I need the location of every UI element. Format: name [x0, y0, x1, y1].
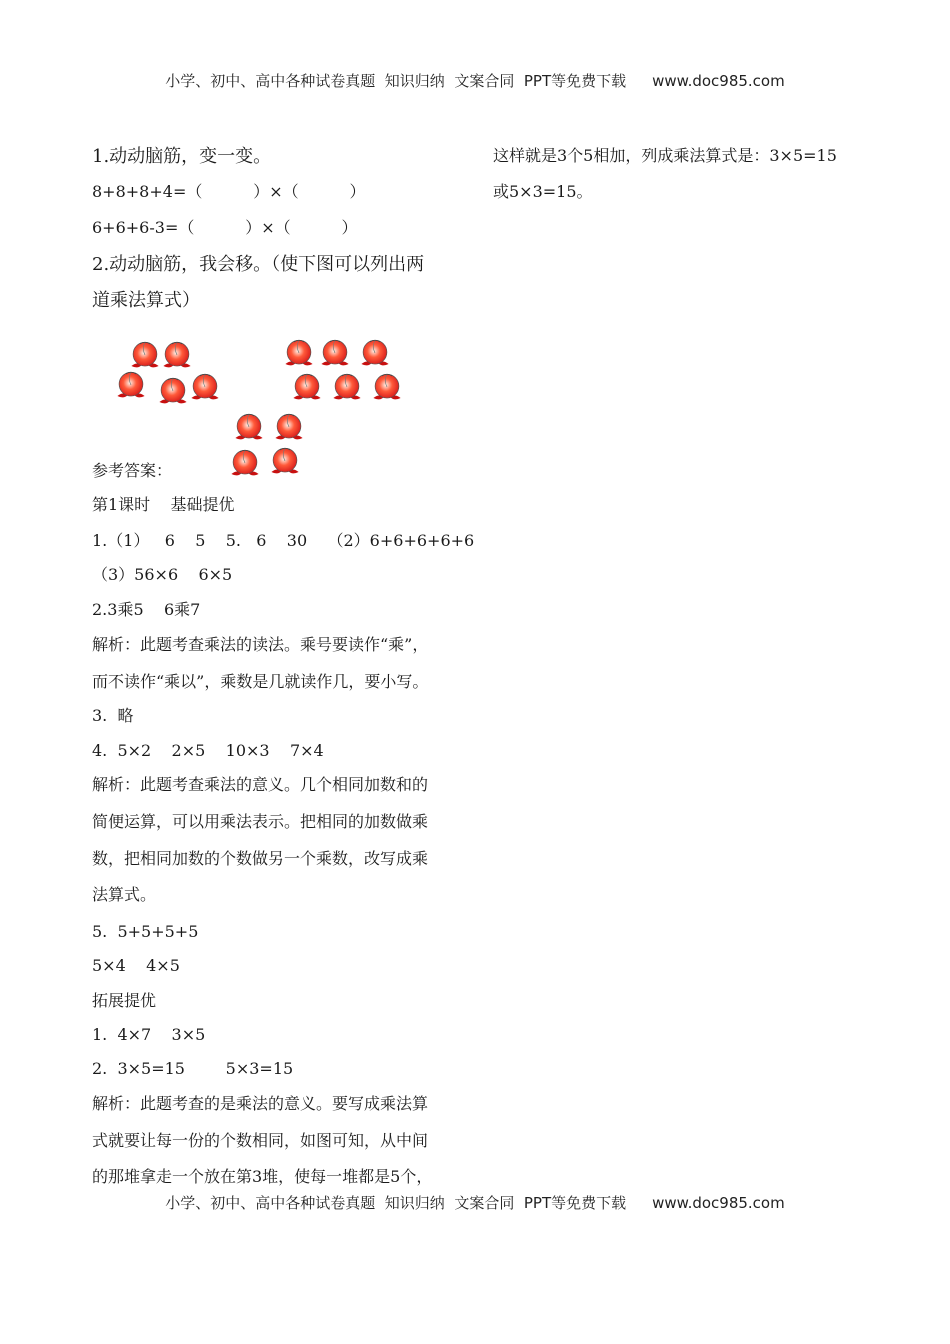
- peach-icon: [330, 370, 364, 404]
- extension-heading: 拓展提优: [92, 991, 157, 1010]
- peach-icon: [358, 336, 392, 370]
- answer-line: 1. 4×7 3×5: [92, 1025, 206, 1044]
- peach-icon: [188, 370, 222, 404]
- answer-note-line: 数，把相同加数的个数做另一个乘数，改写成乘: [92, 849, 429, 868]
- answer-note-line: 解析：此题考查乘法的读法。乘号要读作“乘”，: [92, 635, 429, 654]
- peach-icon: [128, 338, 162, 372]
- answer-line: 5×4 4×5: [92, 956, 180, 975]
- answer-line: 4. 5×2 2×5 10×3 7×4: [92, 741, 324, 760]
- answer-line: 2.3乘5 6乘7: [92, 600, 201, 619]
- answer-line: 5. 5+5+5+5: [92, 922, 199, 941]
- question-1-title: 1.动动脑筋，变一变。: [92, 146, 272, 167]
- answer-note-line: 简便运算，可以用乘法表示。把相同的加数做乘: [92, 812, 429, 831]
- page-footer: [0, 1192, 950, 1213]
- lesson-heading: 第1课时 基础提优: [92, 495, 235, 514]
- answer-note-line: 这样就是3个5相加，列成乘法算式是：3×5=15: [493, 146, 837, 165]
- question-1-line: 6+6+6-3=（ ）×（ ）: [92, 218, 358, 237]
- answer-note-line: 或5×3=15。: [493, 182, 593, 201]
- peach-icon: [290, 370, 324, 404]
- peach-icon: [370, 370, 404, 404]
- peach-icon: [160, 338, 194, 372]
- answer-line: （3）56×6 6×5: [92, 565, 233, 584]
- peach-icon: [114, 368, 148, 402]
- header-site: www.doc985.com: [652, 72, 785, 90]
- footer-text: 小学、初中、高中各种试卷真题 知识归纳 文案合同 PPT等免费下载: [165, 1194, 627, 1212]
- peach-icon: [272, 410, 306, 444]
- peach-icon: [318, 336, 352, 370]
- answer-line: 3. 略: [92, 706, 134, 725]
- answer-note-line: 解析：此题考查的是乘法的意义。要写成乘法算: [92, 1094, 429, 1113]
- peach-icon: [156, 374, 190, 408]
- answer-note-line: 而不读作“乘以”，乘数是几就读作几，要小写。: [92, 672, 429, 691]
- answers-heading: 参考答案：: [92, 461, 173, 480]
- question-2-title: 2.动动脑筋，我会移。（使下图可以列出两: [92, 254, 425, 275]
- answer-line: 1.（1） 6 5 5. 6 30 （2）6+6+6+6+6: [92, 531, 475, 550]
- question-1-line: 8+8+8+4=（ ）×（ ）: [92, 182, 366, 201]
- answer-note-line: 解析：此题考查乘法的意义。几个相同加数和的: [92, 775, 429, 794]
- peach-icon: [228, 446, 262, 480]
- peach-icon: [282, 336, 316, 370]
- peach-icon: [232, 410, 266, 444]
- page-header: [0, 70, 950, 91]
- answer-note-line: 式就要让每一份的个数相同，如图可知，从中间: [92, 1131, 429, 1150]
- header-text: 小学、初中、高中各种试卷真题 知识归纳 文案合同 PPT等免费下载: [165, 72, 627, 90]
- answer-note-line: 法算式。: [92, 885, 157, 904]
- footer-site: www.doc985.com: [652, 1194, 785, 1212]
- answer-line: 2. 3×5=15 5×3=15: [92, 1059, 294, 1078]
- peach-icon: [268, 444, 302, 478]
- answer-note-line: 的那堆拿走一个放在第3堆，使每一堆都是5个，: [92, 1167, 433, 1186]
- question-2-title: 道乘法算式）: [92, 290, 200, 311]
